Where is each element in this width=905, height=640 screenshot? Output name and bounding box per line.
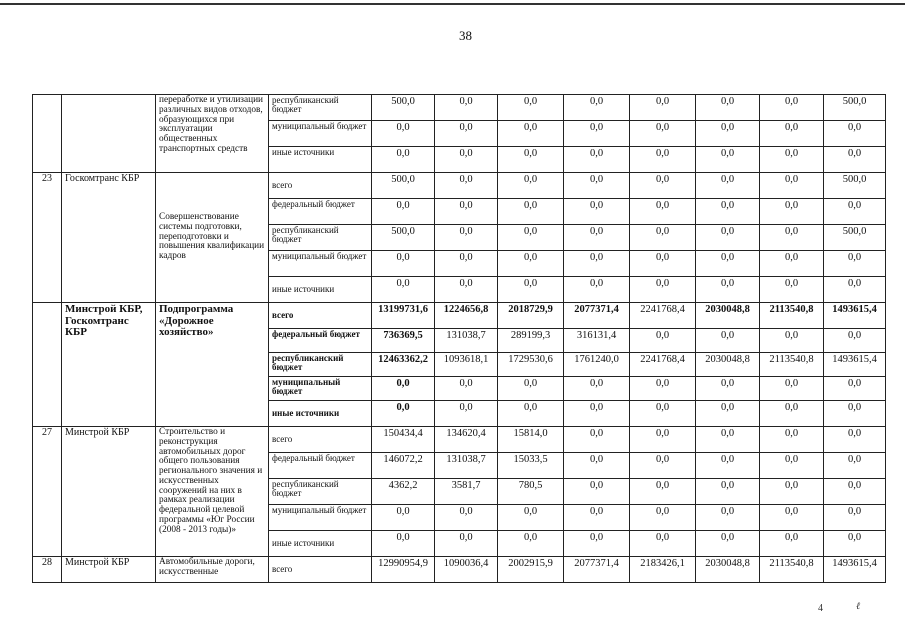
value-cell: 146072,2 bbox=[372, 453, 435, 479]
value-cell: 0,0 bbox=[824, 505, 886, 531]
value-cell: 0,0 bbox=[824, 531, 886, 557]
value-cell: 0,0 bbox=[498, 121, 564, 147]
table-body bbox=[33, 95, 886, 583]
value-cell: 0,0 bbox=[435, 401, 498, 427]
budget-table bbox=[32, 94, 886, 583]
funding-source: республиканский бюджет bbox=[269, 353, 372, 377]
row-number: 23 bbox=[33, 173, 62, 303]
value-cell: 0,0 bbox=[630, 225, 696, 251]
value-cell: 0,0 bbox=[630, 505, 696, 531]
funding-source: муниципальный бюджет bbox=[269, 377, 372, 401]
value-cell: 1761240,0 bbox=[564, 353, 630, 377]
row-number bbox=[33, 95, 62, 173]
value-cell: 0,0 bbox=[760, 427, 824, 453]
value-cell: 0,0 bbox=[498, 277, 564, 303]
value-cell: 0,0 bbox=[372, 505, 435, 531]
funding-source: иные источники bbox=[269, 401, 372, 427]
value-cell: 131038,7 bbox=[435, 453, 498, 479]
page-number: 38 bbox=[459, 28, 472, 43]
value-cell: 0,0 bbox=[372, 147, 435, 173]
value-cell: 500,0 bbox=[372, 225, 435, 251]
value-cell: 0,0 bbox=[564, 121, 630, 147]
value-cell: 500,0 bbox=[372, 173, 435, 199]
value-cell: 0,0 bbox=[760, 147, 824, 173]
value-cell: 0,0 bbox=[435, 505, 498, 531]
value-cell: 0,0 bbox=[372, 377, 435, 401]
value-cell: 0,0 bbox=[760, 401, 824, 427]
value-cell: 0,0 bbox=[696, 225, 760, 251]
value-cell: 131038,7 bbox=[435, 329, 498, 353]
value-cell: 1493615,4 bbox=[824, 353, 886, 377]
value-cell: 0,0 bbox=[760, 453, 824, 479]
table-row bbox=[33, 557, 886, 583]
funding-source: иные источники bbox=[269, 277, 372, 303]
value-cell: 12990954,9 bbox=[372, 557, 435, 583]
table-row bbox=[33, 95, 886, 121]
value-cell: 0,0 bbox=[564, 453, 630, 479]
value-cell: 0,0 bbox=[696, 95, 760, 121]
value-cell: 2241768,4 bbox=[630, 303, 696, 329]
value-cell: 0,0 bbox=[760, 377, 824, 401]
value-cell: 0,0 bbox=[372, 251, 435, 277]
table-row bbox=[33, 173, 886, 199]
value-cell: 1493615,4 bbox=[824, 303, 886, 329]
value-cell: 0,0 bbox=[435, 95, 498, 121]
value-cell: 0,0 bbox=[696, 199, 760, 225]
funding-source: федеральный бюджет bbox=[269, 453, 372, 479]
value-cell: 0,0 bbox=[760, 95, 824, 121]
value-cell: 4362,2 bbox=[372, 479, 435, 505]
value-cell: 0,0 bbox=[696, 251, 760, 277]
value-cell: 2113540,8 bbox=[760, 557, 824, 583]
funding-source: муниципальный бюджет bbox=[269, 505, 372, 531]
value-cell: 0,0 bbox=[564, 95, 630, 121]
executor-cell bbox=[62, 95, 156, 173]
footer-mark-right: ℓ bbox=[856, 601, 861, 612]
value-cell: 134620,4 bbox=[435, 427, 498, 453]
row-number: 27 bbox=[33, 427, 62, 557]
funding-source: иные источники bbox=[269, 531, 372, 557]
funding-source: всего bbox=[269, 173, 372, 199]
value-cell: 500,0 bbox=[824, 173, 886, 199]
value-cell: 0,0 bbox=[824, 453, 886, 479]
value-cell: 0,0 bbox=[435, 225, 498, 251]
value-cell: 0,0 bbox=[630, 401, 696, 427]
subprogram-title: Подпрограмма «Дорожное хозяйство» bbox=[156, 303, 269, 427]
value-cell: 0,0 bbox=[435, 199, 498, 225]
value-cell: 0,0 bbox=[824, 377, 886, 401]
value-cell: 0,0 bbox=[760, 173, 824, 199]
value-cell: 0,0 bbox=[824, 479, 886, 505]
funding-source: всего bbox=[269, 557, 372, 583]
value-cell: 0,0 bbox=[372, 199, 435, 225]
funding-source: федеральный бюджет bbox=[269, 329, 372, 353]
value-cell: 0,0 bbox=[630, 377, 696, 401]
value-cell: 15033,5 bbox=[498, 453, 564, 479]
value-cell: 13199731,6 bbox=[372, 303, 435, 329]
funding-source: республиканский бюджет bbox=[269, 225, 372, 251]
value-cell: 0,0 bbox=[564, 479, 630, 505]
funding-source: республиканский бюджет bbox=[269, 95, 372, 121]
value-cell: 0,0 bbox=[435, 277, 498, 303]
value-cell: 0,0 bbox=[696, 531, 760, 557]
value-cell: 1493615,4 bbox=[824, 557, 886, 583]
value-cell: 0,0 bbox=[630, 531, 696, 557]
value-cell: 0,0 bbox=[564, 147, 630, 173]
executor-cell: Минстрой КБР bbox=[62, 557, 156, 583]
value-cell: 0,0 bbox=[564, 199, 630, 225]
funding-source: иные источники bbox=[269, 147, 372, 173]
value-cell: 0,0 bbox=[564, 225, 630, 251]
value-cell: 0,0 bbox=[498, 377, 564, 401]
value-cell: 0,0 bbox=[696, 377, 760, 401]
value-cell: 0,0 bbox=[696, 329, 760, 353]
value-cell: 0,0 bbox=[824, 427, 886, 453]
value-cell: 0,0 bbox=[760, 329, 824, 353]
value-cell: 0,0 bbox=[498, 401, 564, 427]
value-cell: 0,0 bbox=[372, 531, 435, 557]
value-cell: 12463362,2 bbox=[372, 353, 435, 377]
value-cell: 0,0 bbox=[564, 427, 630, 453]
value-cell: 0,0 bbox=[696, 505, 760, 531]
value-cell: 0,0 bbox=[630, 95, 696, 121]
value-cell: 0,0 bbox=[760, 121, 824, 147]
value-cell: 0,0 bbox=[564, 531, 630, 557]
value-cell: 0,0 bbox=[435, 121, 498, 147]
value-cell: 0,0 bbox=[564, 505, 630, 531]
table-row bbox=[33, 303, 886, 329]
value-cell: 15814,0 bbox=[498, 427, 564, 453]
value-cell: 736369,5 bbox=[372, 329, 435, 353]
value-cell: 0,0 bbox=[824, 251, 886, 277]
value-cell: 0,0 bbox=[372, 121, 435, 147]
value-cell: 0,0 bbox=[696, 121, 760, 147]
value-cell: 0,0 bbox=[824, 147, 886, 173]
funding-source: муниципальный бюджет bbox=[269, 251, 372, 277]
value-cell: 1224656,8 bbox=[435, 303, 498, 329]
row-number bbox=[33, 303, 62, 427]
value-cell: 0,0 bbox=[435, 251, 498, 277]
value-cell: 0,0 bbox=[630, 427, 696, 453]
value-cell: 0,0 bbox=[696, 453, 760, 479]
value-cell: 0,0 bbox=[564, 277, 630, 303]
value-cell: 0,0 bbox=[498, 251, 564, 277]
value-cell: 0,0 bbox=[630, 147, 696, 173]
value-cell: 0,0 bbox=[824, 277, 886, 303]
value-cell: 500,0 bbox=[824, 225, 886, 251]
value-cell: 0,0 bbox=[630, 251, 696, 277]
value-cell: 2113540,8 bbox=[760, 353, 824, 377]
value-cell: 0,0 bbox=[760, 531, 824, 557]
value-cell: 2241768,4 bbox=[630, 353, 696, 377]
value-cell: 0,0 bbox=[696, 479, 760, 505]
value-cell: 1729530,6 bbox=[498, 353, 564, 377]
value-cell: 0,0 bbox=[372, 401, 435, 427]
funding-source: муниципальный бюджет bbox=[269, 121, 372, 147]
value-cell: 0,0 bbox=[824, 401, 886, 427]
executor-cell: Госкомтранс КБР bbox=[62, 173, 156, 303]
value-cell: 2018729,9 bbox=[498, 303, 564, 329]
value-cell: 0,0 bbox=[696, 427, 760, 453]
value-cell: 0,0 bbox=[760, 199, 824, 225]
value-cell: 0,0 bbox=[435, 531, 498, 557]
value-cell: 0,0 bbox=[435, 173, 498, 199]
value-cell: 0,0 bbox=[630, 479, 696, 505]
value-cell: 0,0 bbox=[696, 173, 760, 199]
value-cell: 0,0 bbox=[824, 329, 886, 353]
funding-source: всего bbox=[269, 427, 372, 453]
value-cell: 0,0 bbox=[372, 277, 435, 303]
funding-source: республиканский бюджет bbox=[269, 479, 372, 505]
value-cell: 2030048,8 bbox=[696, 303, 760, 329]
value-cell: 0,0 bbox=[696, 277, 760, 303]
value-cell: 0,0 bbox=[630, 173, 696, 199]
value-cell: 0,0 bbox=[760, 251, 824, 277]
value-cell: 0,0 bbox=[498, 531, 564, 557]
measure-description: Совершенствование системы подготовки, переподготовки и повышения квалификации кадров bbox=[156, 173, 269, 303]
value-cell: 0,0 bbox=[630, 329, 696, 353]
value-cell: 2030048,8 bbox=[696, 353, 760, 377]
value-cell: 0,0 bbox=[435, 377, 498, 401]
value-cell: 0,0 bbox=[498, 95, 564, 121]
value-cell: 0,0 bbox=[498, 147, 564, 173]
funding-source: всего bbox=[269, 303, 372, 329]
value-cell: 0,0 bbox=[824, 199, 886, 225]
value-cell: 0,0 bbox=[564, 251, 630, 277]
value-cell: 2030048,8 bbox=[696, 557, 760, 583]
value-cell: 150434,4 bbox=[372, 427, 435, 453]
table-row bbox=[33, 427, 886, 453]
measure-description: Строительство и реконструкция автомобильных дорог общего пользования регионального значения и искусственных сооружений на них в рамках реализации федеральной целевой программы «Юг России (2008 - 2013 годы)» bbox=[156, 427, 269, 557]
value-cell: 0,0 bbox=[760, 225, 824, 251]
row-number: 28 bbox=[33, 557, 62, 583]
value-cell: 2002915,9 bbox=[498, 557, 564, 583]
value-cell: 0,0 bbox=[696, 401, 760, 427]
executor-cell: Минстрой КБР bbox=[62, 427, 156, 557]
value-cell: 0,0 bbox=[760, 479, 824, 505]
value-cell: 1090036,4 bbox=[435, 557, 498, 583]
executor-cell: Минстрой КБР, Госкомтранс КБР bbox=[62, 303, 156, 427]
value-cell: 500,0 bbox=[372, 95, 435, 121]
value-cell: 0,0 bbox=[630, 277, 696, 303]
value-cell: 0,0 bbox=[630, 121, 696, 147]
footer-mark-left: 4 bbox=[818, 603, 823, 614]
value-cell: 0,0 bbox=[696, 147, 760, 173]
value-cell: 316131,4 bbox=[564, 329, 630, 353]
value-cell: 0,0 bbox=[630, 199, 696, 225]
value-cell: 2113540,8 bbox=[760, 303, 824, 329]
value-cell: 0,0 bbox=[498, 173, 564, 199]
value-cell: 0,0 bbox=[498, 505, 564, 531]
value-cell: 0,0 bbox=[760, 505, 824, 531]
value-cell: 0,0 bbox=[760, 277, 824, 303]
value-cell: 2077371,4 bbox=[564, 557, 630, 583]
value-cell: 0,0 bbox=[564, 377, 630, 401]
value-cell: 0,0 bbox=[824, 121, 886, 147]
funding-source: федеральный бюджет bbox=[269, 199, 372, 225]
value-cell: 0,0 bbox=[564, 173, 630, 199]
value-cell: 500,0 bbox=[824, 95, 886, 121]
value-cell: 2077371,4 bbox=[564, 303, 630, 329]
measure-description: переработке и утилизации различных видов отходов, образующихся при эксплуатации общественных транспортных средств bbox=[156, 95, 269, 173]
measure-description: Автомобильные дороги, искусственные bbox=[156, 557, 269, 583]
value-cell: 0,0 bbox=[498, 225, 564, 251]
value-cell: 289199,3 bbox=[498, 329, 564, 353]
value-cell: 0,0 bbox=[630, 453, 696, 479]
value-cell: 1093618,1 bbox=[435, 353, 498, 377]
value-cell: 3581,7 bbox=[435, 479, 498, 505]
value-cell: 2183426,1 bbox=[630, 557, 696, 583]
value-cell: 0,0 bbox=[498, 199, 564, 225]
top-border-line bbox=[0, 3, 905, 5]
value-cell: 0,0 bbox=[564, 401, 630, 427]
value-cell: 780,5 bbox=[498, 479, 564, 505]
value-cell: 0,0 bbox=[435, 147, 498, 173]
